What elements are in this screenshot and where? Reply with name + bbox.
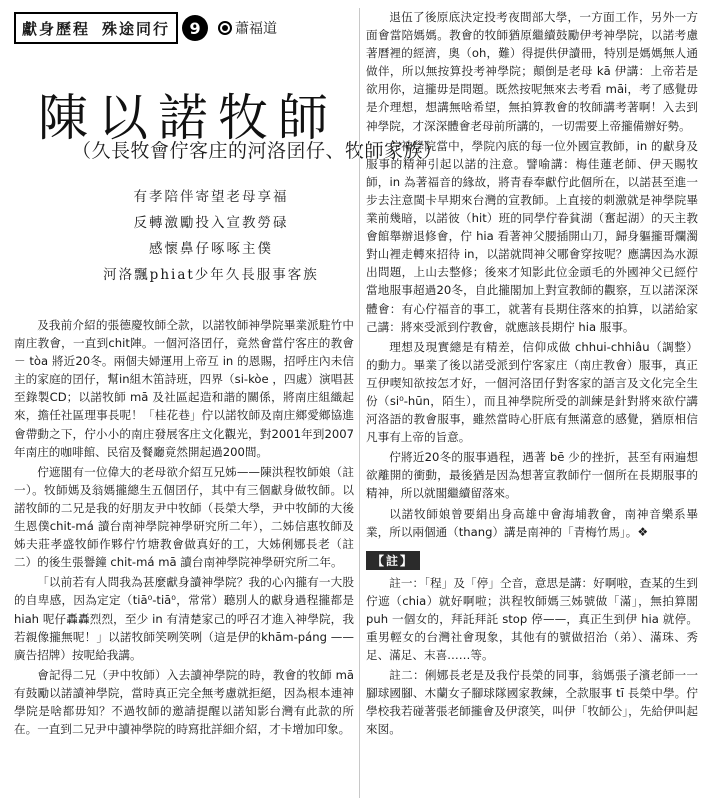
episode-number-badge: 9 [182,15,208,41]
bullseye-icon [218,21,232,35]
right-column [366,8,698,741]
left-column [14,316,354,740]
footnote: 註二：俐娜長老是及我佇長榮的同事，翁媽張子濱老師一一腳球國腳、木蘭女子腳球隊國家教練，仝款服事 tī 長榮中學。佇學校我若碰著張老師攏會及伊滾笑，叫伊「牧師公」，先給伊叫起來囡。 [366,668,698,737]
paragraph: 佇將近20冬的服事過程，遇著 bē 少的挫折，甚至有兩遍想欲離開的衝動，最後猶是因為想著宣教師佇一個所在長期服事的精神，所以就閣繼續留落來。 [366,450,698,501]
notes-heading: 【註】 [366,551,420,570]
poem-line: 河洛飄phiat少年久長服事客族 [103,267,319,283]
series-name-2: 殊途同行 [102,19,171,38]
poem-line: 感懷鼻仔啄啄主僕 [149,241,273,257]
paragraph: 理想及現實總是有精差，信仰成做 chhui-chhiâu（調整）的動力。畢業了後以諾受派到佇客家庄（南庄教會）服事，真正互伊喫知欲按怎才好，一個河洛囝仔對客家的語言及文化完全生份（si⁰-hūn，陌生），而且神學院所受的訓練是針對將來欲佇講河洛語的教會服事，雖然當時心肝底有無滿意的感覺，猶原相信凡事有上帝的旨意。 [366,339,698,445]
author-byline [218,18,277,38]
poem-line: 反轉激勵投入宣教勞碌 [133,215,289,231]
paragraph: 退伍了後原底決定投考夜間部大學，一方面工作，另外一方面會當陪媽媽。教會的牧師猶原繼續鼓勵伊考神學院，以諾考慮著曆裡的經濟，奧（oh，難）得提供伊讀冊，特別是媽媽無人通做伴，所以無按算投考神學院；顛倒是老母 kā 伊講：上帝若是欲用你，這攏毋是問題。既然按呢無來去考看 māi，考了感覺毋是介理想，想講無啥希望，無拍算教會的牧師講考著啊！入去到神學院，才深深體會老母前所講的，一切需要上帝攏備辦好勢。 [366,10,698,133]
intro-poem [96,184,326,288]
paragraph: 佇遮閣有一位偉大的老母欲介紹互兄姊——陳洪程牧師娘（註一）。牧師媽及翁媽攏總生五個囝仔，其中有三個獻身做牧師。以諾牧師的二兄是我的好朋友尹中牧師（長榮大學，尹中牧師的大後生恩僕chit-má 讀台南神學院神學研究所二年），二姊信惠牧師及姊夫莊孝盛牧師作夥佇竹塘教會做真好的工，大姊俐娜長老（註二）的後生張譽鐘 chit-má mā 讀台南神學院神學研究所二年。 [14,464,354,570]
end-mark-icon: ❖ [637,524,649,539]
paragraph: 會記得二兄（尹中牧師）入去讀神學院的時，教會的牧師 mā 有鼓勵以諾讀神學院，當時真正完全無考慮就拒絕，因為根本連神學院是啥都毋知？不過牧師的邀請提醒以諾知影台灣有此款的所在。一直到二兄尹中讀神學院的時寫批詳細介紹，才卡增加印象。 [14,667,354,737]
paragraph-text: 以諾牧師娘曾要絹出身高雄中會海埔教會，南神音樂系畢業，所以兩個通（thang）講是南神的「青梅竹馬」。 [366,506,698,539]
paragraph-last [366,505,698,541]
series-label-box [14,12,178,44]
column-divider [359,8,360,798]
footnote: 註一：「程」及「停」仝音，意思是講：好啊啦，查某的生到佇遮（chia）就好啊啦；洪程牧師媽三姊號做「滿」，無拍算閣 puh 一個女的，拜託拜託 stop 停——，真正生到伊 hia 就停。重男輕女的台灣社會現象，其他有的號做招治（弟）、滿珠、秀足、滿足、末喜……等。 [366,575,698,663]
paragraph: 及我前介紹的張德慶牧師仝款，以諾牧師神學院畢業派駐竹中南庄教會，一直到chit陣。一個河洛囝仔，竟然會當佇客庄的教會－ tòa 將近20冬。兩個夫婦運用上帝互 in 的恩賜，招呼庄內未信主的家庭的囝仔，幫in組木笛詩班，四界（si-kòe ，四處）演唱甚至錄製CD；以諾牧師 mā 及社區起造和諧的關係，將南庄組織起來，擔任社區理事長呢！「桂花巷」佇以諾牧師及南庄鄉愛鄉協進會帶動之下，佇小小的南庄發展客庄文化觀光，對2001年到2007年南庄的咖啡館、民宿及餐廳竟然開起過200間。 [14,318,354,459]
poem-line: 有孝陪伴寄望老母享福 [133,189,289,205]
series-name-1: 獻身歷程 [22,19,91,38]
paragraph: 佇神學院當中，學院內底的每一位外國宣教師，in 的獻身及服事的精神引起以諾的注意。譬喻講：梅佳蓮老師、伊天賜牧師，in 為著福音的緣故，將青春奉獻佇此個所在，以諾甚至進一步去注意閩卡早期來台灣的宣教師。上直接的刺激就是神學院畢業前幾暗，以諾彼（hit）班的同學佇眷貧湖（奮起湖）的天主教會館舉辦退修會，佇 hia 看著神父腰插開山刀，歸身軀攏哥爛濁對山裡走轉來招待 in，以諾就問神父哪會穿按呢？應講因為水源出問題，上山去整修；後來才知影此位金頭毛的外國神父已經佇當地服事超過20冬，自此攏閣加上對宣教師的觀察，互以諾深深體會：有心佇福音的事工，就著有長期住落來的拍算，以諾給家己講：將來受派到佇教會，就應該長期佇 hia 服事。 [366,138,698,334]
article-subtitle: （久長牧會佇客庄的河洛囝仔、牧師家族） [72,140,443,162]
paragraph: 「以前若有人問我為甚麼獻身讀神學院？我的心內攏有一大股的自卑感，因為定定（tiā⁰-tiā⁰，常常）聽別人的獻身過程攏都是 hiah 呢仔轟轟烈烈，至少 in 有清楚家己的呼召才進入神學院，我若親像攏無呢！」以諾牧師笑咧笑咧（這是伊的khām-páng ——廣告招牌）按呢給我講。 [14,575,354,662]
author-name: 蕭福道 [235,21,278,37]
article-title: 陳以諾牧師 [38,89,338,147]
series-header [14,12,277,44]
